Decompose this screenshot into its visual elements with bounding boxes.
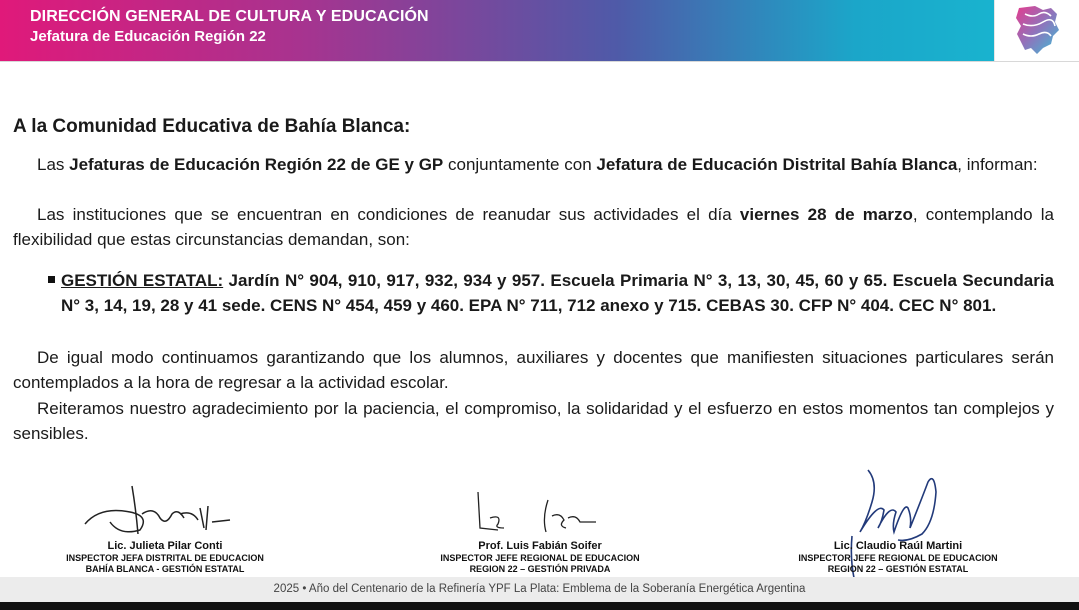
footer-text: 2025 • Año del Centenario de la Refinería YPF La Plata: Emblema de la Soberanía Energética Argentina: [273, 583, 806, 595]
paragraph-guarantee: De igual modo continuamos garantizando que los alumnos, auxiliares y docentes que manifiesten situaciones particulares serán contemplados a la hora de regresar a la actividad escolar.: [13, 348, 1054, 392]
header-banner: [0, 0, 994, 61]
signer-name: Lic. Julieta Pilar Conti: [107, 540, 223, 552]
signer-role: INSPECTOR JEFE REGIONAL DE EDUCACION: [440, 553, 640, 563]
paragraph-thanks: Reiteramos nuestro agradecimiento por la paciencia, el compromiso, la solidaridad y el esfuerzo en estos momentos tan complejos y sensibles.: [13, 399, 1054, 443]
bullet-square-icon: [48, 276, 55, 283]
p1-bold1: Jefaturas de Educación Región 22 de GE y GP: [69, 155, 444, 174]
logo-box: [994, 0, 1079, 61]
p2-pre: Las instituciones que se encuentran en condiciones de reanudar sus actividades el día: [37, 205, 740, 224]
bottom-edge: [0, 602, 1079, 610]
signature-block-conti: [55, 540, 275, 574]
signer-role: INSPECTOR JEFA DISTRITAL DE EDUCACION: [66, 553, 264, 563]
signer-name: Lic. Claudio Raúl Martini: [833, 540, 963, 552]
signature-conti-icon: [80, 484, 240, 540]
bullet-text: Jardín N° 904, 910, 917, 932, 934 y 957. Escuela Primaria N° 3, 13, 30, 45, 60 y 65. Escuela Secundaria N° 3, 14, 19, 28 y 41 sede. CENS N° 454, 459 y 460. EPA N° 711, 712 anexo y 715. CEBAS 30. CFP N° 404. CEC N° 801.: [61, 271, 1054, 315]
header-subtitle: Jefatura de Educación Región 22: [30, 28, 266, 45]
header-divider: [0, 61, 1079, 62]
p1-post: , informan:: [957, 155, 1038, 174]
p2-post: , contemplando la flexibilidad que estas circunstancias demandan, son:: [13, 205, 1055, 249]
signature-soifer-icon: [468, 488, 618, 538]
p2-bold: viernes 28 de marzo: [739, 205, 913, 224]
signer-unit: REGION 22 – GESTIÓN ESTATAL: [827, 563, 969, 574]
province-map-logo-icon: [1013, 4, 1061, 56]
paragraph-institutions: [13, 202, 1054, 252]
paragraph-intro: [13, 152, 1054, 177]
bullet-gestion-estatal: [61, 268, 1054, 318]
signer-unit: BAHÍA BLANCA - GESTIÓN ESTATAL: [85, 563, 245, 574]
signature-block-martini: [788, 540, 1008, 574]
footer-bar: [0, 577, 1079, 602]
signer-name: Prof. Luis Fabián Soifer: [478, 540, 602, 552]
p1-mid: conjuntamente con: [443, 155, 597, 174]
signer-role: INSPECTOR JEFE REGIONAL DE EDUCACION: [798, 553, 998, 563]
signature-block-soifer: [430, 540, 650, 574]
p1-pre: Las: [37, 155, 70, 174]
bullet-label: GESTIÓN ESTATAL:: [61, 271, 224, 290]
header-title: DIRECCIÓN GENERAL DE CULTURA Y EDUCACIÓN: [30, 8, 429, 25]
greeting-heading: A la Comunidad Educativa de Bahía Blanca:: [13, 116, 411, 137]
p1-bold2: Jefatura de Educación Distrital Bahía Blanca: [596, 155, 958, 174]
signer-unit: REGION 22 – GESTIÓN PRIVADA: [469, 563, 611, 574]
